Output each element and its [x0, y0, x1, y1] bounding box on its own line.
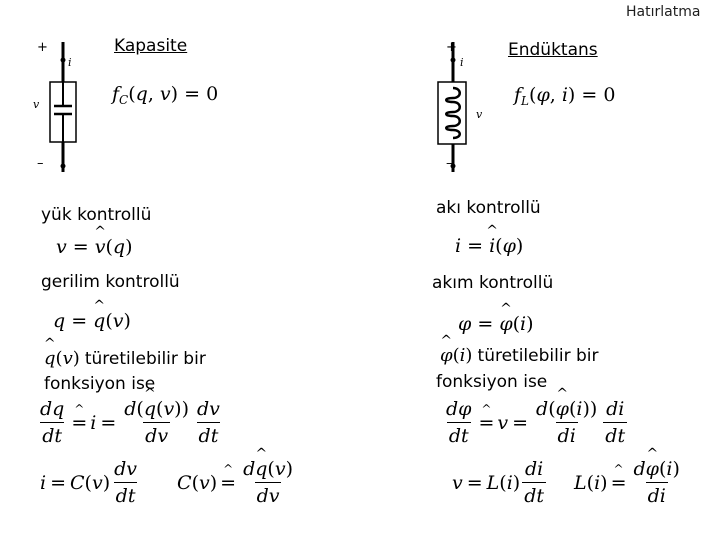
inductor-differentiable-text: türetilebilir bir	[477, 346, 599, 366]
charge-controlled-label: yük kontrollü	[41, 205, 152, 225]
capacitor-current-label: i	[68, 56, 72, 69]
inductor-derivative-equation: $\frac{d\varphi}{dt}$ ^ = v = $\frac{d(\^{} \varphi(i))}{di}$ $\frac{di}{dt}$	[442, 398, 629, 447]
charge-controlled-equation: v = ^ v(q)	[56, 236, 133, 258]
capacitor-final-equation: i = C ( v ) $\frac{dv}{dt}$ C ( v ) ^ = $\frac{d\^{} q(v)}{dv}$	[40, 458, 297, 507]
inductor-current-label: i	[460, 56, 464, 69]
capacitor-differentiable-text2: fonksiyon ise	[44, 374, 156, 394]
inductor-differentiable-text2: fonksiyon ise	[436, 372, 548, 392]
capacitor-derivative-equation: $\frac{dq}{dt}$ ^ = i = $\frac{d(\^{} q(v))}{dv}$ $\frac{dv}{dt}$	[36, 398, 224, 447]
inductor-plus-sign: +	[446, 40, 457, 55]
inductor-final-equation: v = L ( i ) $\frac{di}{dt}$ L ( i ) ^ = $\frac{d\^{} \varphi(i)}{di}$	[452, 458, 684, 507]
capacitor-minus-sign: –	[37, 156, 44, 171]
current-controlled-equation: φ = ^ φ(i)	[458, 313, 534, 335]
voltage-controlled-equation: q = ^ q(v)	[53, 310, 131, 332]
inductor-title: Endüktans	[508, 40, 598, 60]
slide-header: Hatırlatma	[626, 4, 701, 20]
inductor-minus-sign: –	[446, 156, 453, 171]
capacitor-differentiable-text: türetilebilir bir	[84, 349, 206, 369]
capacitor-constitutive-relation: $f_C(q$, v) = 0	[112, 83, 219, 107]
voltage-controlled-label: gerilim kontrollü	[41, 272, 180, 292]
current-controlled-label: akım kontrollü	[432, 273, 554, 293]
inductor-voltage-label: v	[476, 108, 483, 121]
capacitor-plus-sign: +	[37, 40, 48, 55]
flux-controlled-equation: i = ^ i(φ)	[455, 235, 523, 257]
inductor-constitutive-relation: $f_L(\varphi$, i) = 0	[514, 84, 616, 108]
flux-controlled-label: akı kontrollü	[436, 198, 541, 218]
capacitor-title: Kapasite	[114, 36, 188, 56]
inductor-differentiable-condition: ^ φ(i) türetilebilir bir	[440, 345, 598, 366]
capacitor-differentiable-condition: ^ q(v) türetilebilir bir	[44, 348, 206, 369]
capacitor-voltage-label: v	[33, 98, 40, 111]
